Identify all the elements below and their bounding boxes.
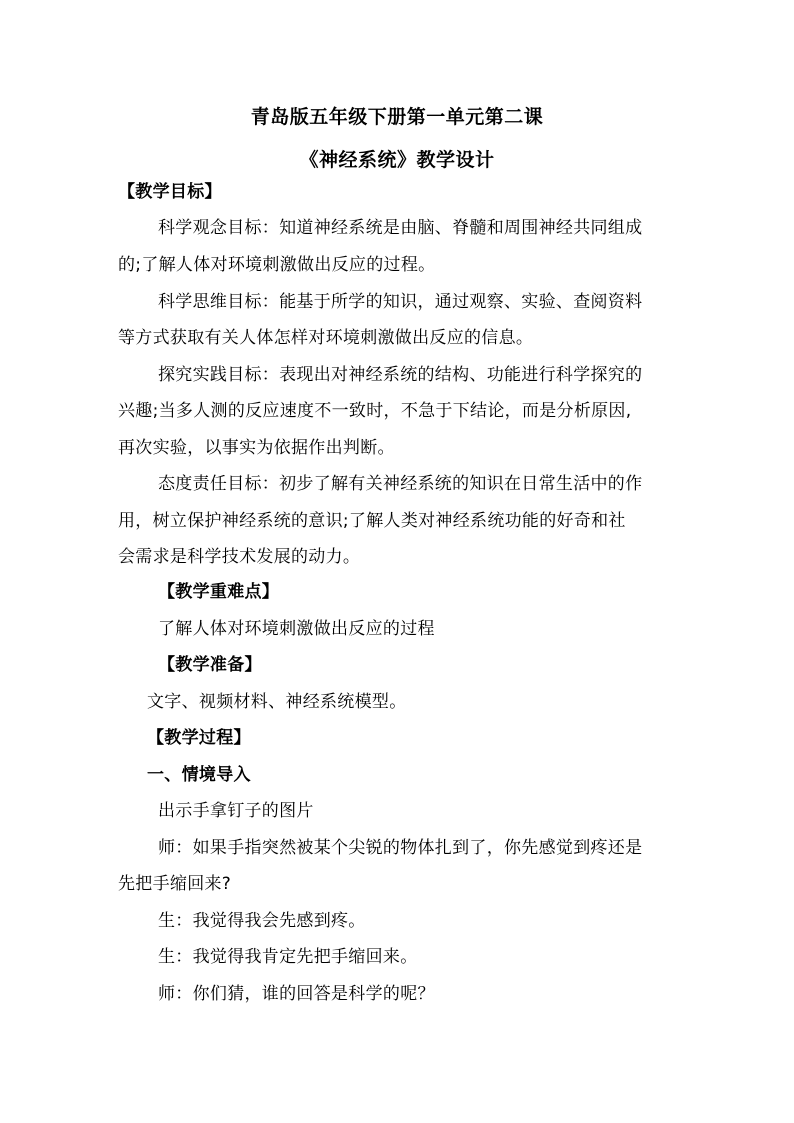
objective-3-line-3: 再次实验，以事实为依据作出判断。	[118, 438, 395, 458]
objective-4-line-1: 态度责任目标：初步了解有关神经系统的知识在日常生活中的作	[158, 474, 643, 494]
preparation-heading: 【教学准备】	[158, 655, 262, 675]
process-heading: 【教学过程】	[147, 728, 251, 748]
objective-1-line-1: 科学观念目标：知道神经系统是由脑、脊髓和周围神经共同组成	[158, 218, 643, 238]
document-title: 青岛版五年级下册第一单元第二课	[250, 106, 544, 128]
preparation-text: 文字、视频材料、神经系统模型。	[147, 692, 407, 712]
dialog-4: 师：你们猜，谁的回答是科学的呢？	[158, 984, 435, 1004]
objective-1-line-2: 的;了解人体对环境刺激做出反应的过程。	[118, 255, 436, 275]
dialog-1-line-2: 先把手缩回来?	[118, 874, 232, 894]
objective-2-line-2: 等方式获取有关人体怎样对环境刺激做出反应的信息。	[118, 328, 534, 348]
dialog-1-line-1: 师：如果手指突然被某个尖锐的物体扎到了，你先感觉到疼还是	[158, 838, 643, 858]
keypoints-text: 了解人体对环境刺激做出反应的过程	[158, 619, 435, 639]
step-1-line-1: 出示手拿钉子的图片	[158, 801, 314, 821]
objective-4-line-3: 会需求是科学技术发展的动力。	[118, 547, 361, 567]
keypoints-heading: 【教学重难点】	[158, 582, 280, 602]
step-1-heading: 一、情境导入	[147, 765, 251, 785]
objective-3-line-1: 探究实践目标：表现出对神经系统的结构、功能进行科学探究的	[158, 365, 643, 385]
objectives-heading: 【教学目标】	[118, 182, 222, 202]
dialog-2: 生：我觉得我会先感到疼。	[158, 911, 366, 931]
dialog-3: 生：我觉得我肯定先把手缩回来。	[158, 947, 418, 967]
objective-2-line-1: 科学思维目标：能基于所学的知识，通过观察、实验、查阅资料	[158, 292, 643, 312]
objective-4-line-2: 用，树立保护神经系统的意识;了解人类对神经系统功能的好奇和社	[118, 511, 626, 531]
objective-3-line-2: 兴趣;当多人测的反应速度不一致时，不急于下结论，而是分析原因,	[118, 401, 632, 421]
document-subtitle: 《神经系统》教学设计	[299, 149, 495, 171]
